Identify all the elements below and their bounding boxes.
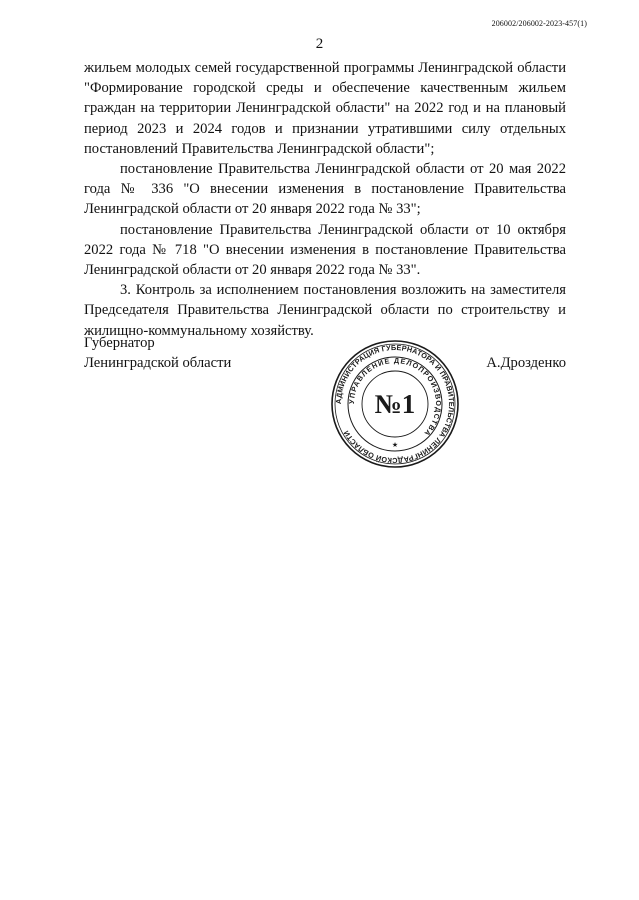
body-paragraph: жильем молодых семей государственной программы Ленинградской области "Формирование городской среды и обеспечение качественным жильем граждан на территории Ленинградской области" на 2022 год и на плановый период 2023 и 2024 годов и признании утратившими силу отдельных постановлений Правительства Ленинградской области";: [84, 60, 566, 157]
seal-graphic: [329, 338, 461, 470]
body-paragraph: постановление Правительства Ленинградской области от 20 мая 2022 года № 336 "О внесении изменения в постановление Правительства Ленинградской области от 20 января 2022 года № 33";: [84, 161, 566, 218]
star-icon: ★: [391, 441, 399, 449]
document-id: 206002/206002-2023-457(1): [491, 19, 587, 28]
body-paragraph: постановление Правительства Ленинградской области от 10 октября 2022 года № 718 "О внесении изменения в постановление Правительства Ленинградской области от 20 января 2022 года № 33".: [84, 221, 566, 279]
seal-outer-text: АДМИНИСТРАЦИЯ ГУБЕРНАТОРА И ПРАВИТЕЛЬСТВА ЛЕНИНГРАДСКОЙ ОБЛАСТИ: [333, 342, 457, 466]
body-paragraph: 3. Контроль за исполнением постановления возложить на заместителя Председателя Правительства Ленинградской области по строительству и жилищно-коммунальному хозяйству.: [84, 282, 566, 339]
page-number: 2: [315, 36, 324, 52]
official-seal: [329, 338, 461, 470]
seal-center-number: №1: [374, 389, 416, 419]
seal-inner-text: УПРАВЛЕНИЕ ДЕЛОПРОИЗВОДСТВА: [346, 355, 444, 439]
signatory-position: [84, 333, 231, 373]
position-region: Ленинградской области: [84, 355, 232, 372]
document-body: [84, 58, 566, 341]
signatory-name: А.Дрозденко: [486, 355, 566, 371]
position-title: Губернатор: [84, 335, 155, 351]
